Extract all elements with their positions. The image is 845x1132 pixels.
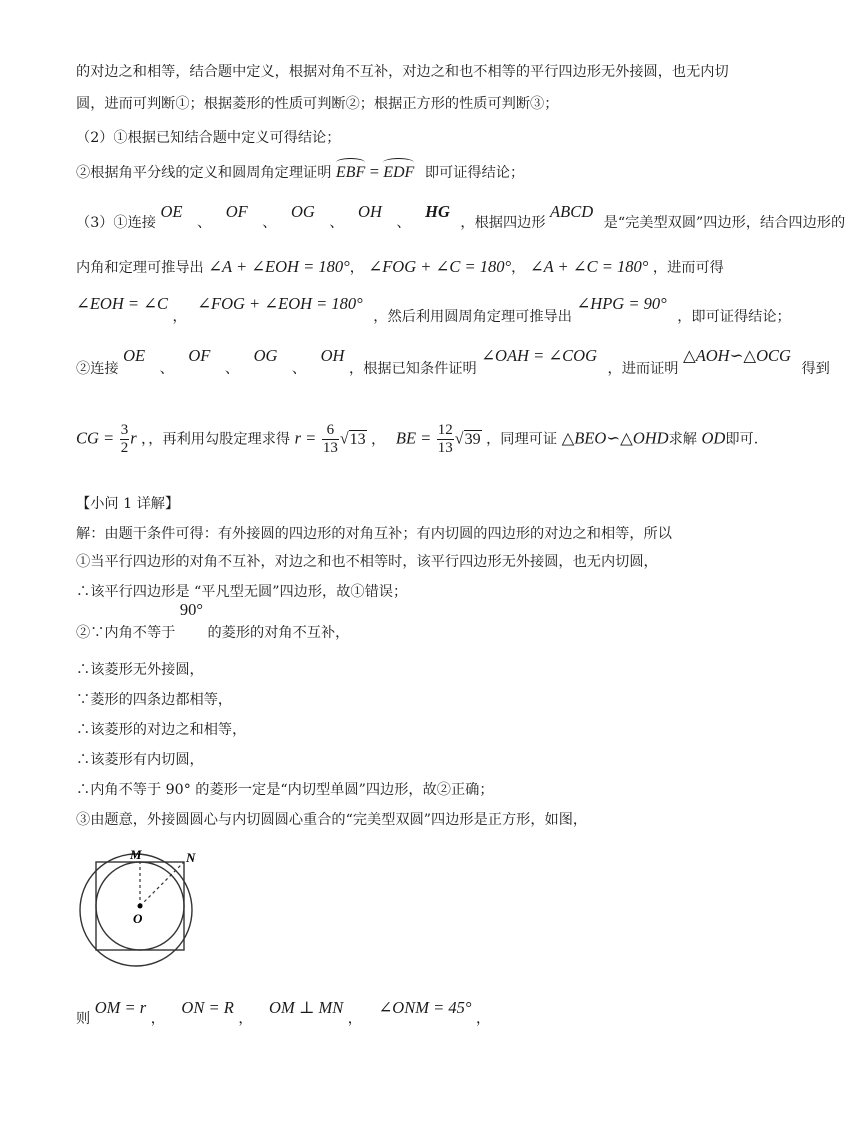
text: 即可证得结论； (424, 165, 525, 181)
line-2: 圆，进而可判断①；根据菱形的性质可判断②；根据正方形的性质可判断③； (76, 96, 559, 112)
line-7 (76, 294, 791, 325)
line-4 (76, 162, 760, 183)
text: ，即可证得结论； (677, 309, 791, 325)
line-8 (76, 346, 830, 377)
sep: 、 (197, 215, 212, 231)
seg-od: OD (701, 428, 726, 448)
seg-of: OF (188, 346, 211, 365)
seg-oh: OH (358, 202, 382, 221)
line-6 (76, 257, 760, 278)
eq-on: ON = R (181, 998, 234, 1017)
frac-6-13: $\frac{6}{13}$ (322, 422, 338, 456)
seg-of: OF (225, 202, 248, 221)
sqrt-39: √39 (454, 430, 481, 448)
line-19: ③由题意，外接圆圆心与内切圆圆心重合的“完美型双圆”四边形是正方形，如图， (76, 812, 588, 828)
line-10: 解：由题干条件可得：有外接圆的四边形的对角互补；有内切圆的四边形的对边之和相等，所以 (76, 526, 672, 542)
comma: ， (238, 1011, 253, 1027)
text: 则 (76, 1011, 91, 1027)
text: ，进而证明 (607, 361, 679, 377)
eq-om: OM = r (94, 998, 147, 1017)
sep: 、 (159, 361, 174, 377)
line-5 (76, 202, 845, 233)
sep: 、 (396, 215, 411, 231)
eq-6: ∠HPG = 90° (576, 294, 667, 313)
eq-perp: OM ⊥ MN (269, 998, 344, 1017)
label-m: M (130, 847, 142, 862)
comma: ， (349, 260, 364, 276)
r-left: r = (294, 428, 317, 448)
text: 是“完美型双圆”四边形，结合四边形的 (603, 215, 845, 231)
line-3: （2）①根据已知结合题中定义可得结论； (76, 130, 341, 146)
eq-2: ∠FOG + ∠C = 180° (368, 257, 512, 276)
text: ②∵内角不等于 (76, 625, 176, 641)
comma: ， (371, 431, 386, 448)
equals: = (369, 162, 384, 181)
text: 得到 (801, 361, 830, 377)
sep: 、 (329, 215, 344, 231)
seg-oe: OE (160, 202, 183, 221)
comma: ， (172, 309, 187, 325)
line-11: ①当平行四边形的对角不互补，对边之和也不相等时，该平行四边形无外接圆，也无内切圆， (76, 554, 658, 570)
line-12: ∴该平行四边形是 “平凡型无圆”四边形，故①错误； (76, 584, 408, 600)
sep: 、 (291, 361, 307, 377)
sqrt-13: √13 (339, 430, 366, 448)
frac-12-13: $\frac{12}{13}$ (437, 422, 453, 456)
seg-hg: HG (425, 202, 450, 221)
line-20 (76, 996, 760, 1027)
comma: ， (347, 1011, 362, 1027)
comma: ， (511, 260, 526, 276)
text: 内角和定理可推导出 (76, 260, 204, 276)
eq-5: ∠FOG + ∠EOH = 180° (197, 294, 363, 313)
cg-r: r (130, 428, 137, 448)
arc-ebf: EBF (335, 164, 366, 181)
eq-1: ∠A + ∠EOH = 180° (208, 257, 350, 276)
seg-oh: OH (320, 346, 345, 365)
text: 即可. (725, 431, 759, 448)
text: ，进而可得 (652, 260, 724, 276)
comma: ， (475, 1011, 491, 1027)
line-9 (76, 422, 760, 457)
seg-oe: OE (123, 346, 146, 365)
text: ，然后利用圆周角定理可推导出 (373, 309, 572, 325)
text: ，再利用勾股定理求得 (148, 431, 291, 448)
line-16: ∴该菱形的对边之和相等， (76, 722, 247, 738)
line-18: ∴内角不等于 90° 的菱形一定是“内切型单圆”四边形，故②正确； (76, 782, 494, 798)
line-15: ∵菱形的四条边都相等， (76, 692, 233, 708)
line-14: ∴该菱形无外接圆， (76, 662, 204, 678)
sep: 、 (224, 361, 240, 377)
text: 的菱形的对角不互补， (207, 625, 350, 641)
section-heading: 【小问 1 详解】 (76, 496, 180, 512)
text: ②根据角平分线的定义和圆周角定理证明 (76, 165, 332, 181)
seg-og: OG (253, 346, 278, 365)
text: ， (486, 431, 501, 448)
be-left: BE = (395, 428, 432, 448)
sep: 、 (262, 215, 277, 231)
line-17: ∴该菱形有内切圆， (76, 752, 204, 768)
line-1: 的对边之和相等，结合题中定义，根据对角不互补，对边之和也不相等的平行四边形无外接圆，也无内切 (76, 64, 729, 80)
text: 同理可证 (500, 431, 558, 448)
eq-onm: ∠ONM = 45° (378, 998, 472, 1017)
center-point (138, 904, 143, 909)
geometry-figure (70, 846, 220, 981)
seg-og: OG (290, 202, 315, 221)
comma: ， (150, 1011, 165, 1027)
text: ， (141, 431, 149, 448)
text: （3）①连接 (76, 215, 156, 231)
line-13 (76, 600, 760, 643)
quad-abcd: ABCD (550, 202, 594, 221)
arc-edf: EDF (383, 164, 415, 181)
text: ②连接 (76, 361, 119, 377)
deg-90: 90° (179, 600, 203, 619)
cg-left: CG = (76, 428, 115, 448)
label-n: N (186, 850, 196, 865)
label-o: O (133, 911, 143, 926)
text: ，根据已知条件证明 (349, 361, 477, 377)
similar-2: △BEO∽△OHD (561, 428, 669, 448)
similar-1: △AOH∽△OCG (683, 346, 791, 365)
frac-3-2: $\frac{3}{2}$ (120, 422, 129, 456)
text: ，根据四边形 (460, 215, 546, 231)
text: 求解 (668, 431, 697, 448)
eq-4: ∠EOH = ∠C (76, 294, 168, 313)
eq-3: ∠A + ∠C = 180° (529, 257, 649, 276)
eq-7: ∠OAH = ∠COG (481, 346, 598, 365)
